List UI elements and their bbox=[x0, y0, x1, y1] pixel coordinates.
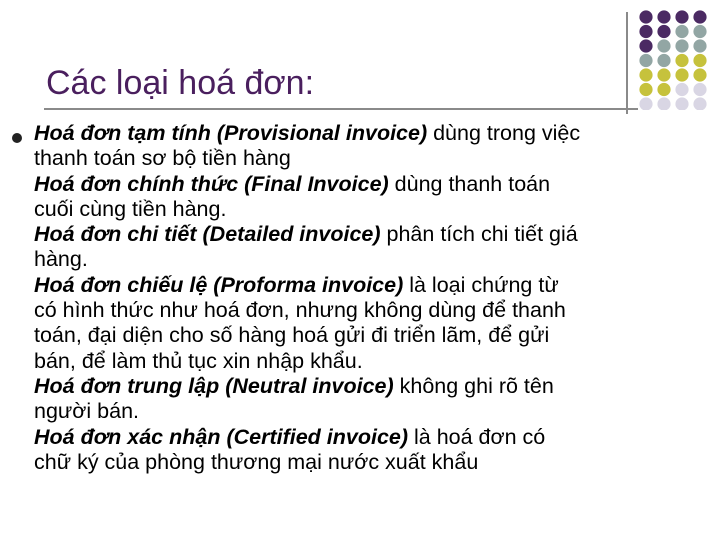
body-line bbox=[34, 273, 694, 298]
description-text: cuối cùng tiền hàng. bbox=[34, 196, 227, 221]
description-text: có hình thức như hoá đơn, nhưng không dùng để thanh bbox=[34, 298, 566, 323]
decorative-dot bbox=[657, 97, 670, 110]
description-text: phân tích chi tiết giá bbox=[380, 222, 578, 247]
decorative-dot bbox=[693, 25, 706, 38]
invoice-type-term: Hoá đơn chính thức (Final Invoice) bbox=[34, 171, 389, 196]
decorative-dot bbox=[639, 97, 652, 110]
invoice-type-term: Hoá đơn xác nhận (Certified invoice) bbox=[34, 424, 409, 449]
decorative-dot bbox=[675, 25, 688, 38]
decorative-dot bbox=[693, 54, 706, 67]
body-line bbox=[34, 222, 694, 247]
description-text: là hoá đơn có bbox=[408, 424, 546, 449]
decorative-dot bbox=[693, 83, 706, 96]
invoice-type-term: Hoá đơn trung lập (Neutral invoice) bbox=[34, 373, 394, 398]
bullet-icon bbox=[12, 133, 22, 143]
decorative-dot bbox=[639, 68, 652, 81]
body-line bbox=[34, 121, 694, 146]
decorative-dot bbox=[675, 97, 688, 110]
description-text: toán, đại diện cho số hàng hoá gửi đi triển lãm, để gửi bbox=[34, 323, 550, 348]
decorative-dot bbox=[693, 39, 706, 52]
decorative-dot bbox=[657, 54, 670, 67]
decorative-dot-grid bbox=[638, 10, 718, 110]
body-line bbox=[34, 197, 694, 222]
decorative-dot bbox=[639, 39, 652, 52]
body-line bbox=[34, 374, 694, 399]
decorative-dot bbox=[693, 97, 706, 110]
decorative-dot bbox=[675, 68, 688, 81]
body-line bbox=[34, 349, 694, 374]
body-line bbox=[34, 172, 694, 197]
decorative-dot bbox=[657, 25, 670, 38]
body-text bbox=[34, 121, 694, 475]
vertical-rule bbox=[626, 12, 628, 114]
decorative-dot bbox=[675, 83, 688, 96]
invoice-type-term: Hoá đơn chiếu lệ (Proforma invoice) bbox=[34, 272, 404, 297]
description-text: chữ ký của phòng thương mại nước xuất khẩu bbox=[34, 449, 479, 474]
body-line bbox=[34, 146, 694, 171]
body-line bbox=[34, 298, 694, 323]
invoice-type-term: Hoá đơn tạm tính (Provisional invoice) bbox=[34, 121, 428, 145]
decorative-dot bbox=[675, 39, 688, 52]
description-text: không ghi rõ tên bbox=[393, 373, 554, 398]
description-text: người bán. bbox=[34, 399, 140, 424]
decorative-dot bbox=[675, 54, 688, 67]
decorative-dot bbox=[657, 39, 670, 52]
body-line bbox=[34, 247, 694, 272]
description-text: là loại chứng từ bbox=[403, 272, 559, 297]
decorative-dot bbox=[639, 10, 652, 23]
decorative-dot bbox=[675, 10, 688, 23]
description-text: hàng. bbox=[34, 247, 88, 272]
description-text: bán, để làm thủ tục xin nhập khẩu. bbox=[34, 348, 363, 373]
decorative-dot bbox=[693, 68, 706, 81]
description-text: thanh toán sơ bộ tiền hàng bbox=[34, 146, 291, 171]
decorative-dot bbox=[639, 83, 652, 96]
body-line bbox=[34, 450, 694, 475]
description-text: dùng thanh toán bbox=[388, 171, 551, 196]
decorative-dot bbox=[657, 10, 670, 23]
horizontal-rule bbox=[44, 108, 638, 110]
body-line bbox=[34, 425, 694, 450]
body-line bbox=[34, 399, 694, 424]
decorative-dot bbox=[639, 25, 652, 38]
decorative-dot bbox=[657, 68, 670, 81]
body-line bbox=[34, 323, 694, 348]
slide-title: Các loại hoá đơn: bbox=[46, 64, 315, 102]
invoice-type-term: Hoá đơn chi tiết (Detailed invoice) bbox=[34, 222, 381, 247]
decorative-dot bbox=[657, 83, 670, 96]
description-text: dùng trong việc bbox=[427, 121, 581, 145]
decorative-dot bbox=[693, 10, 706, 23]
decorative-dot bbox=[639, 54, 652, 67]
